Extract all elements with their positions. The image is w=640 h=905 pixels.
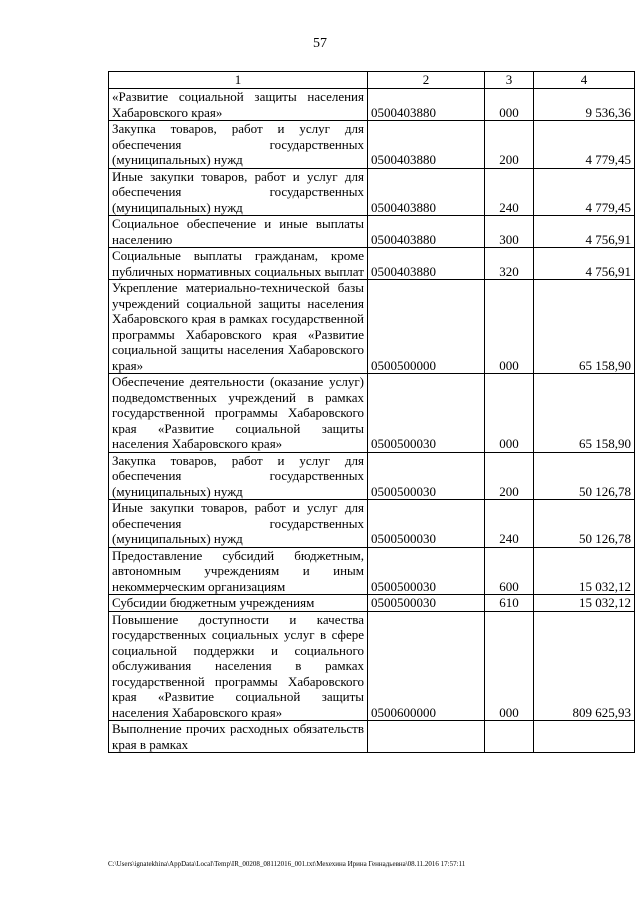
table-row <box>109 611 635 721</box>
column-header: 2 <box>368 72 485 89</box>
row-type: 000 <box>485 611 534 721</box>
table-row <box>109 452 635 500</box>
row-sum: 4 779,45 <box>534 168 635 216</box>
row-name: Субсидии бюджетным учреждениям <box>109 595 368 612</box>
row-code: 0500500030 <box>368 595 485 612</box>
table-row <box>109 168 635 216</box>
row-name: Иные закупки товаров, работ и услуг для обеспечения государственных (муниципальных) нужд <box>109 500 368 548</box>
table-row <box>109 248 635 280</box>
table-row <box>109 216 635 248</box>
row-name: Социальные выплаты гражданам, кроме публичных нормативных социальных выплат <box>109 248 368 280</box>
row-sum: 9 536,36 <box>534 89 635 121</box>
row-sum: 50 126,78 <box>534 452 635 500</box>
table-row <box>109 500 635 548</box>
row-sum: 4 756,91 <box>534 216 635 248</box>
row-code: 0500403880 <box>368 168 485 216</box>
row-sum: 15 032,12 <box>534 595 635 612</box>
column-header: 3 <box>485 72 534 89</box>
row-code: 0500600000 <box>368 611 485 721</box>
row-type: 240 <box>485 168 534 216</box>
row-type: 200 <box>485 121 534 169</box>
row-sum: 65 158,90 <box>534 280 635 374</box>
row-name: Повышение доступности и качества государственных социальных услуг в сфере социальной поддержки и социального обслуживания населения в рамках государственной программы Хабаровского края «Развитие социальной защиты населения Хабаровского края» <box>109 611 368 721</box>
table-row <box>109 547 635 595</box>
row-name: Социальное обеспечение и иные выплаты населению <box>109 216 368 248</box>
row-type: 300 <box>485 216 534 248</box>
row-code: 0500500030 <box>368 452 485 500</box>
row-type: 000 <box>485 374 534 453</box>
row-code: 0500500030 <box>368 374 485 453</box>
table-row <box>109 595 635 612</box>
table-row <box>109 374 635 453</box>
row-code: 0500403880 <box>368 89 485 121</box>
row-sum: 50 126,78 <box>534 500 635 548</box>
row-sum: 15 032,12 <box>534 547 635 595</box>
row-sum: 65 158,90 <box>534 374 635 453</box>
table-row <box>109 89 635 121</box>
row-name: Предоставление субсидий бюджетным, автономным учреждениям и иным некоммерческим организациям <box>109 547 368 595</box>
row-name: Закупка товаров, работ и услуг для обеспечения государственных (муниципальных) нужд <box>109 452 368 500</box>
table-row <box>109 121 635 169</box>
row-name: «Развитие социальной защиты населения Хабаровского края» <box>109 89 368 121</box>
row-code: 0500403880 <box>368 248 485 280</box>
column-header: 1 <box>109 72 368 89</box>
page-number: 57 <box>313 36 327 51</box>
row-sum: 4 756,91 <box>534 248 635 280</box>
row-code <box>368 721 485 753</box>
row-code: 0500403880 <box>368 216 485 248</box>
row-name: Закупка товаров, работ и услуг для обеспечения государственных (муниципальных) нужд <box>109 121 368 169</box>
row-type: 240 <box>485 500 534 548</box>
row-sum: 809 625,93 <box>534 611 635 721</box>
row-name: Выполнение прочих расходных обязательств края в рамках <box>109 721 368 753</box>
row-type: 600 <box>485 547 534 595</box>
row-sum: 4 779,45 <box>534 121 635 169</box>
row-type: 320 <box>485 248 534 280</box>
row-name: Укрепление материально-технической базы учреждений социальной защиты населения Хабаровского края в рамках государственной программы Хабаровского края «Развитие социальной защиты населения Хабаровского края» <box>109 280 368 374</box>
row-type <box>485 721 534 753</box>
row-name: Иные закупки товаров, работ и услуг для обеспечения государственных (муниципальных) нужд <box>109 168 368 216</box>
row-type: 000 <box>485 280 534 374</box>
table-header-row <box>109 72 635 89</box>
row-code: 0500500000 <box>368 280 485 374</box>
row-code: 0500403880 <box>368 121 485 169</box>
row-type: 610 <box>485 595 534 612</box>
file-path-footer: C:\Users\ignatekhina\AppData\Local\Temp\IR_00208_08112016_001.txt\Мехехина Ирина Геннадьевна\08.11.2016 17:57:11 <box>108 860 466 868</box>
table-row <box>109 280 635 374</box>
row-code: 0500500030 <box>368 547 485 595</box>
table-row <box>109 721 635 753</box>
row-sum <box>534 721 635 753</box>
row-code: 0500500030 <box>368 500 485 548</box>
row-type: 200 <box>485 452 534 500</box>
budget-table <box>108 71 635 753</box>
row-name: Обеспечение деятельности (оказание услуг) подведомственных учреждений в рамках государственной программы Хабаровского края «Развитие социальной защиты населения Хабаровского края» <box>109 374 368 453</box>
column-header: 4 <box>534 72 635 89</box>
row-type: 000 <box>485 89 534 121</box>
